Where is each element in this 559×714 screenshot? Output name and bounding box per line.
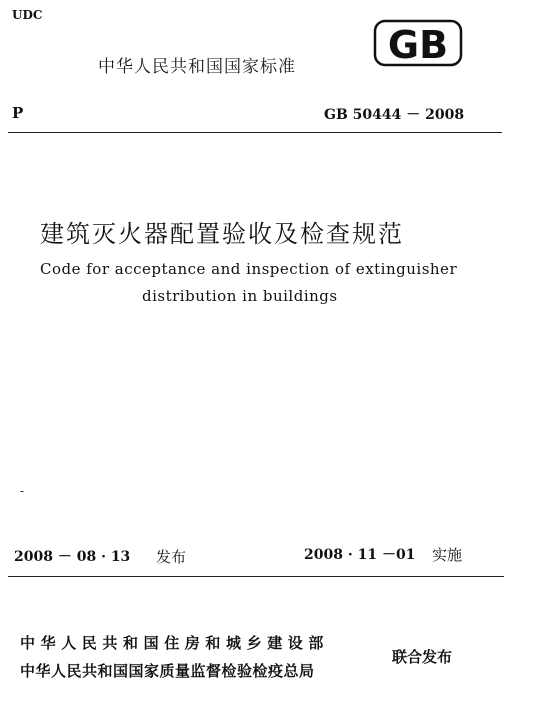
publisher-1: 中华人民共和国住房和城乡建设部 bbox=[20, 634, 330, 652]
title-english-line-2: distribution in buildings bbox=[142, 287, 338, 305]
issue-label: 发布 bbox=[156, 548, 187, 566]
issue-date: 2008 － 08 · 13 bbox=[14, 549, 131, 565]
udc-label: UDC bbox=[12, 8, 43, 22]
standard-code: GB 50444 － 2008 bbox=[324, 107, 465, 123]
category-code: P bbox=[12, 104, 24, 122]
standard-name: 中华人民共和国国家标准 bbox=[98, 57, 296, 77]
margin-marker: - bbox=[20, 484, 25, 498]
publisher-2: 中华人民共和国国家质量监督检验检疫总局 bbox=[20, 662, 315, 680]
gb-logo bbox=[372, 18, 464, 68]
implementation-label: 实施 bbox=[432, 546, 463, 564]
title-english-line-1: Code for acceptance and inspection of extinguisher bbox=[40, 260, 458, 278]
gb-logo-text: GB bbox=[387, 23, 449, 67]
title-chinese: 建筑灭火器配置验收及检查规范 bbox=[40, 220, 404, 248]
footer-divider bbox=[8, 576, 504, 577]
implementation-date: 2008 · 11 －01 bbox=[304, 547, 416, 563]
header-divider bbox=[8, 132, 502, 133]
joint-publish-label: 联合发布 bbox=[392, 648, 453, 666]
